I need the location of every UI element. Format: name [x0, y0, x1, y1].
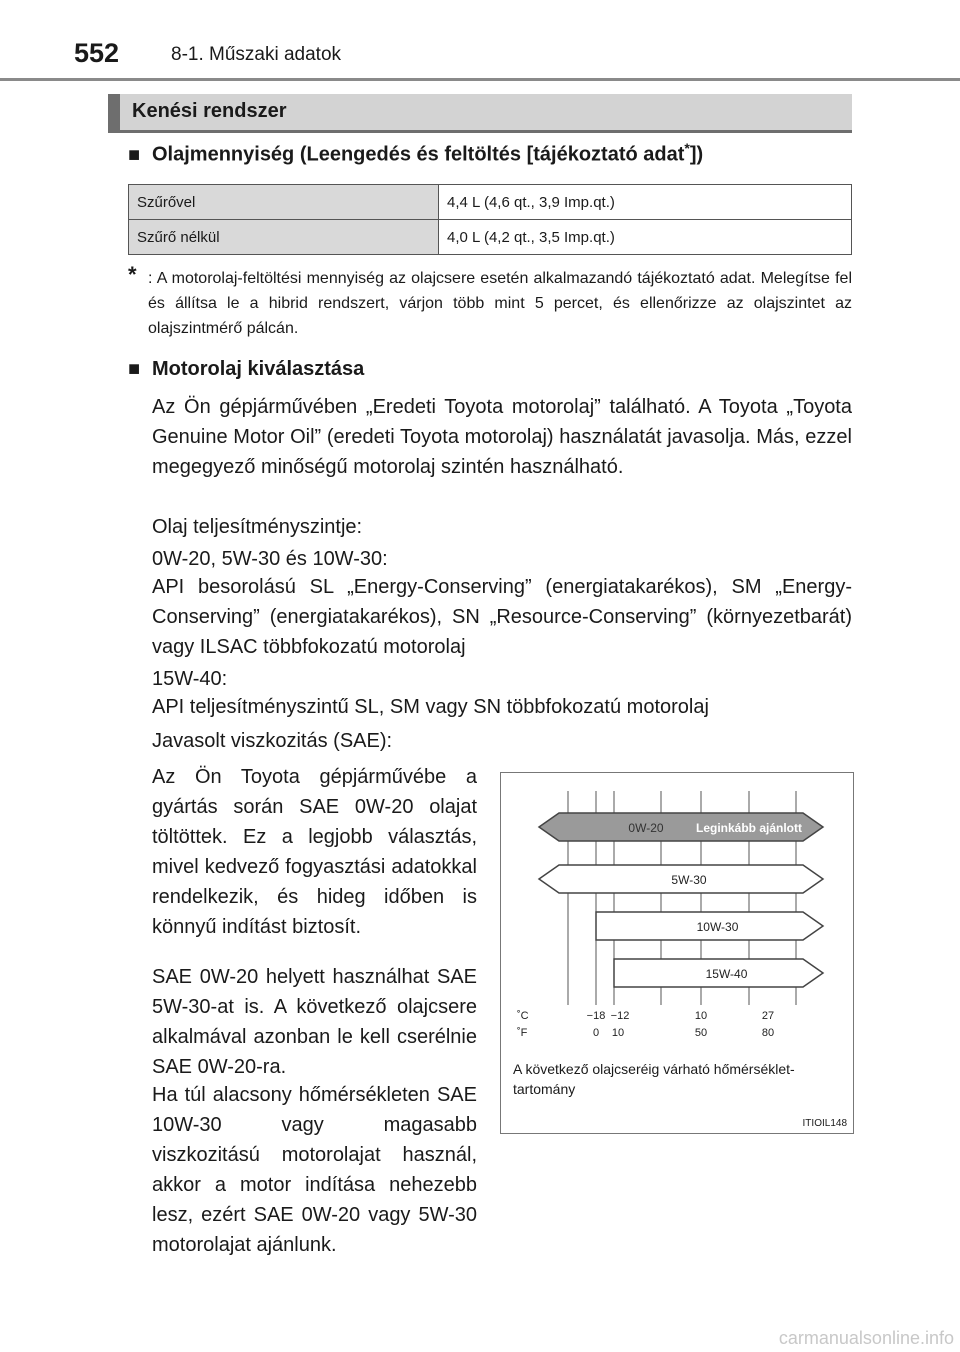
chart-arrows — [539, 813, 823, 987]
oil-capacity-heading — [128, 140, 703, 167]
footnote-star: * — [128, 262, 137, 287]
square-bullet-icon: ■ — [128, 143, 141, 166]
table-cell-label: Szűrővel — [129, 185, 439, 220]
table-row — [129, 185, 852, 220]
oil-selection-heading-text: Motorolaj kiválasztása — [152, 358, 365, 380]
paragraph: Olaj teljesítményszintje: — [152, 516, 363, 538]
oil-capacity-table — [128, 184, 852, 255]
tick-celsius: −18 — [586, 1010, 606, 1022]
table-row — [129, 220, 852, 255]
table-cell-label: Szűrő nélkül — [129, 220, 439, 255]
page-number: 552 — [74, 38, 120, 68]
viscosity-figure — [500, 772, 854, 1134]
paragraph: API besorolású SL „Energy-Conserving” (energiatakarékos), SM „Energy-Conserving” (energiatakarékos), SN „Resource-Conserving” (környezetbarát) vagy ILSAC többfokozatú motorolaj — [152, 576, 852, 658]
paragraph: Az Ön gépjárművében „Eredeti Toyota motorolaj” található. A Toyota „Toyota Genuine Motor Oil” (eredeti Toyota motorolaj) használatát javasolja. Más, ezzel megegyező minőségű motorolaj szintén használható. — [152, 396, 852, 478]
tick-celsius: −12 — [610, 1010, 630, 1022]
paragraph: Javasolt viszkozitás (SAE): — [152, 730, 393, 752]
page-header — [74, 38, 860, 78]
tick-fahrenheit: 80 — [761, 1027, 775, 1039]
tick-celsius: 10 — [694, 1010, 708, 1022]
paragraph: 0W-20, 5W-30 és 10W-30: — [152, 548, 388, 570]
oil-capacity-heading-end: ]) — [689, 143, 704, 166]
paragraph: Ha túl alacsony hőmérsékleten SAE 10W-30 vagy magasabb viszkozitású motorolajat használ, akkor a motor indítása nehezebb lesz, ezért SAE 0W-20 vagy 5W-30 motorolajat ajánlunk. — [152, 1084, 477, 1256]
oil-grade-label: 10W-30 — [696, 920, 739, 934]
table-cell-value: 4,4 L (4,6 qt., 3,9 Imp.qt.) — [439, 185, 852, 220]
figure-caption: A következő olajcseréig várható hőmérséklet-tartomány — [513, 1061, 795, 1097]
oil-recommended-label: Leginkább ajánlott — [695, 821, 803, 835]
oil-grade-label: 5W-30 — [671, 873, 707, 887]
footnote — [128, 262, 852, 341]
watermark: carmanualsonline.info — [778, 1328, 954, 1348]
chapter-title: 8-1. Műszaki adatok — [171, 44, 342, 65]
oil-grade-label: 15W-40 — [705, 967, 748, 981]
section-bar — [108, 94, 852, 133]
tick-fahrenheit: 50 — [694, 1027, 708, 1039]
tick-celsius: 27 — [761, 1010, 775, 1022]
oil-selection-heading — [128, 358, 364, 381]
figure-id: ITIOIL148 — [802, 1118, 847, 1129]
unit-fahrenheit: ˚F — [517, 1027, 528, 1039]
paragraph: 15W-40: — [152, 668, 228, 690]
header-rule — [0, 78, 960, 81]
paragraph: SAE 0W-20 helyett használhat SAE 5W-30-at is. A következő olajcsere alkalmával azonban le kell cserélnie SAE 0W-20-ra. — [152, 966, 477, 1078]
unit-celsius: ˚C — [517, 1010, 529, 1022]
table-cell-value: 4,0 L (4,2 qt., 3,5 Imp.qt.) — [439, 220, 852, 255]
footnote-text: : A motorolaj-feltöltési mennyiség az olajcsere esetén alkalmazandó tájékoztató adat. Melegítse fel és állítsa le a hibrid rendszert, várjon több mint 5 percet, és ellenőrizze az olajszintet az olajszintmérő pálcán. — [148, 270, 852, 337]
tick-fahrenheit: 10 — [611, 1027, 625, 1039]
heading-star: * — [684, 140, 690, 156]
oil-capacity-heading-text: Olajmennyiség (Leengedés és feltöltés [tájékoztató adat — [152, 143, 685, 166]
section-title: Kenési rendszer — [132, 100, 287, 122]
oil-grade-label: 0W-20 — [628, 821, 664, 835]
paragraph: API teljesítményszintű SL, SM vagy SN többfokozatú motorolaj — [152, 696, 709, 718]
section-bar-accent — [108, 94, 120, 130]
paragraph: Az Ön Toyota gépjárművébe a gyártás során SAE 0W-20 olajat töltöttek. Ez a legjobb választás, mivel kedvező fogyasztási adatokkal rendelkezik, és hideg időben is könnyű indítást biztosít. — [152, 766, 477, 938]
square-bullet-icon: ■ — [128, 358, 141, 380]
tick-fahrenheit: 0 — [592, 1027, 600, 1039]
chart-ticks — [517, 1010, 774, 1039]
